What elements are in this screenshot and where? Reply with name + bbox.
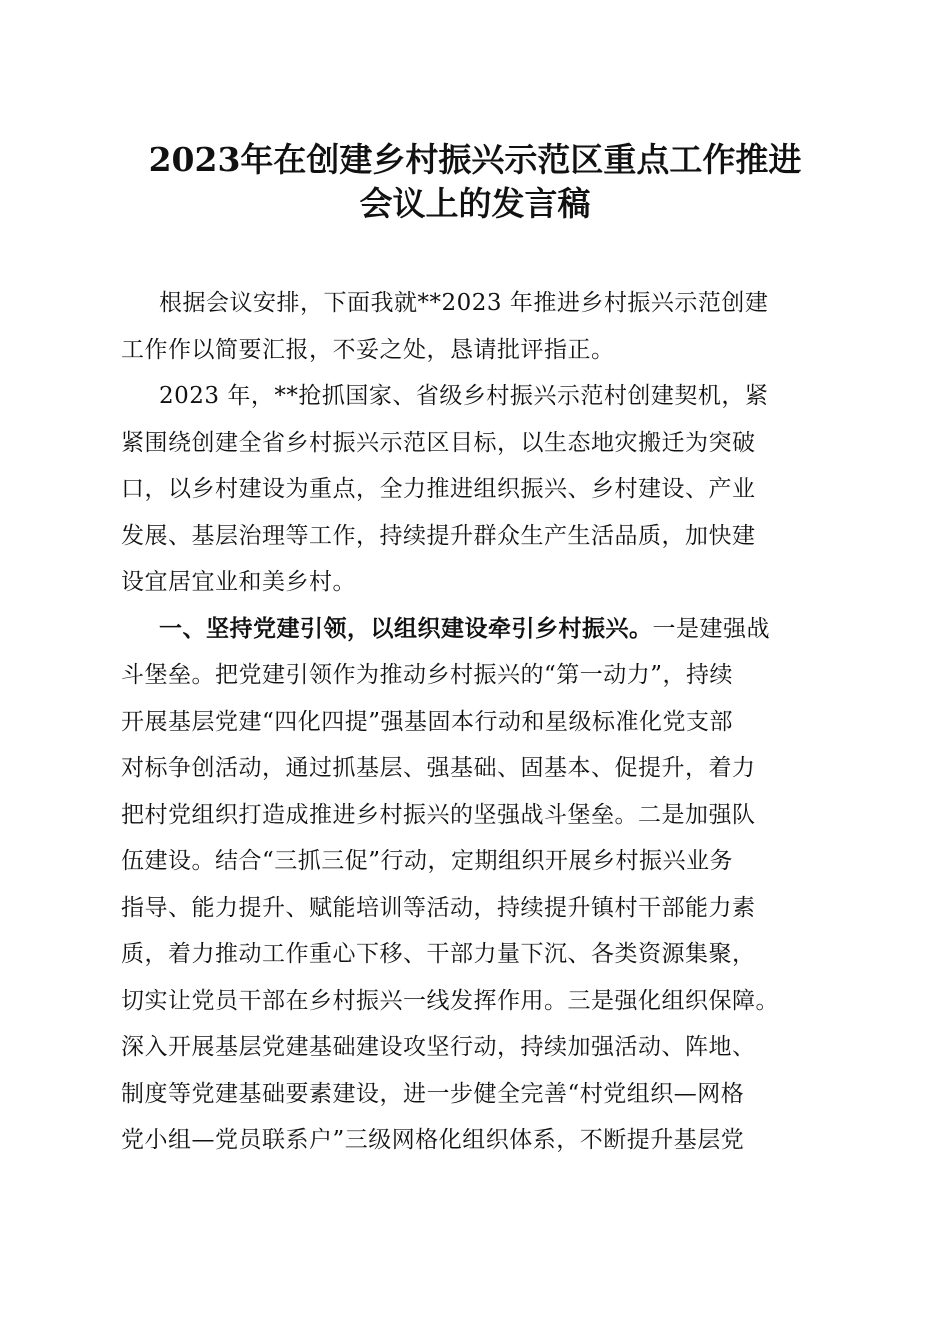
paragraph-intro: [121, 280, 831, 373]
paragraph-line: 把村党组织打造成推进乡村振兴的坚强战斗堡垒。二是加强队: [121, 801, 756, 828]
paragraph-line: 紧围绕创建全省乡村振兴示范区目标，以生态地灾搬迁为突破: [121, 429, 756, 456]
paragraph-line: 党小组—党员联系户”三级网格化组织体系，不断提升基层党: [121, 1127, 745, 1153]
paragraph-line: 发展、基层治理等工作，持续提升群众生产生活品质，加快建: [121, 522, 756, 549]
paragraph-line: 质，着力推动工作重心下移、干部力量下沉、各类资源集聚，: [121, 941, 756, 967]
paragraph-overview: [121, 373, 831, 606]
paragraph-line: 对标争创活动，通过抓基层、强基础、固基本、促提升，着力: [121, 755, 756, 781]
title-line-1: 2023年在创建乡村振兴示范区重点工作推进: [148, 140, 802, 179]
document-title: [100, 138, 850, 226]
section-heading: 一、坚持党建引领，以组织建设牵引乡村振兴。: [159, 614, 653, 642]
paragraph-line: 斗堡垒。把党建引领作为推动乡村振兴的“第一动力”，持续: [121, 662, 734, 688]
paragraph-line: 根据会议安排，下面我就**2023 年推进乡村振兴示范创建: [159, 290, 769, 316]
paragraph-line: 2023 年，**抢抓国家、省级乡村振兴示范村创建契机，紧: [159, 383, 769, 409]
paragraph-line: 口，以乡村建设为重点，全力推进组织振兴、乡村建设、产业: [121, 476, 756, 502]
paragraph-line: 指导、能力提升、赋能培训等活动，持续提升镇村干部能力素: [121, 894, 756, 921]
paragraph-line: 开展基层党建“四化四提”强基固本行动和星级标准化党支部: [121, 708, 734, 735]
section-heading-rest: 一是建强战: [652, 615, 770, 642]
paragraph-section-1: [121, 606, 831, 1164]
title-line-2: 会议上的发言稿: [359, 184, 591, 223]
paragraph-first-line: [121, 606, 831, 653]
paragraph-line: 制度等党建基础要素建设，进一步健全完善“村党组织—网格: [121, 1080, 745, 1107]
document-body: [121, 280, 831, 1164]
paragraph-line: 工作作以简要汇报，不妥之处，恳请批评指正。: [121, 336, 615, 363]
paragraph-line: 切实让党员干部在乡村振兴一线发挥作用。三是强化组织保障。: [121, 987, 779, 1014]
paragraph-line: 伍建设。结合“三抓三促”行动，定期组织开展乡村振兴业务: [121, 848, 734, 874]
paragraph-line: 深入开展基层党建基础建设攻坚行动，持续加强活动、阵地、: [121, 1034, 756, 1060]
paragraph-line: 设宜居宜业和美乡村。: [121, 569, 356, 595]
